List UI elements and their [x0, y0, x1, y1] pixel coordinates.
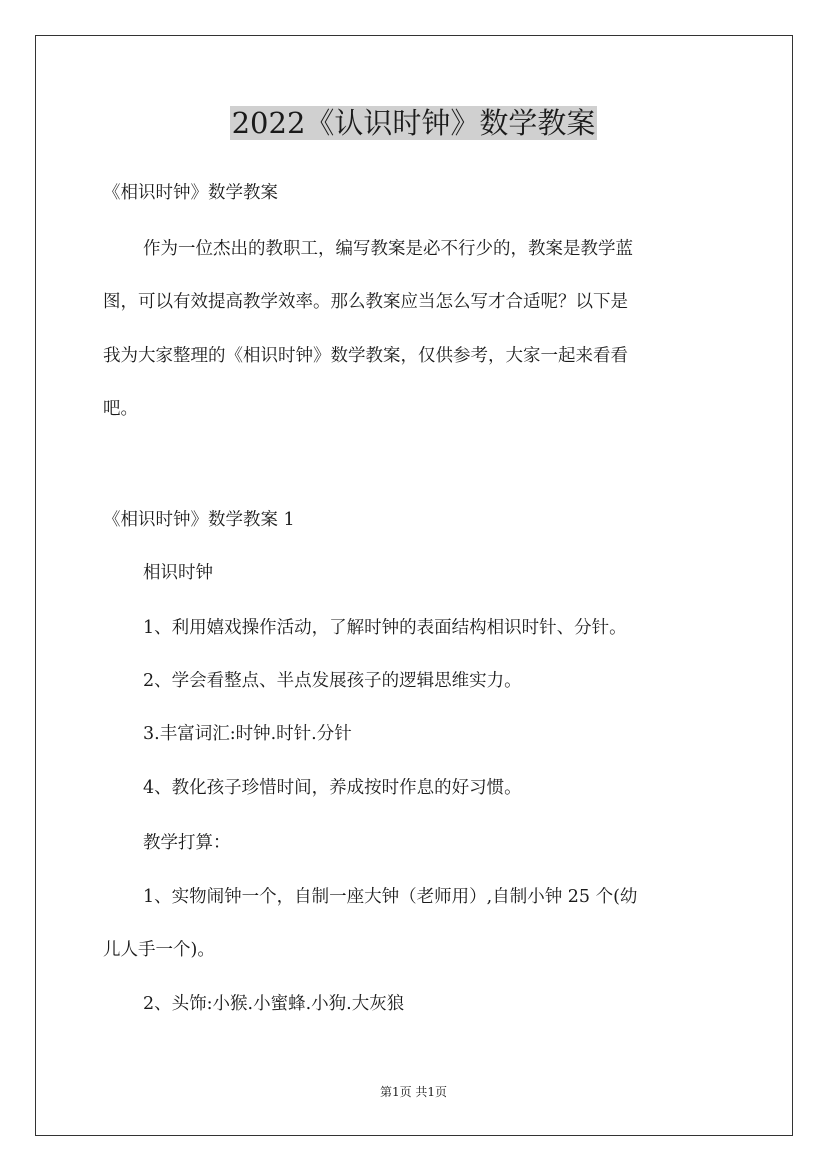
document-subtitle: 《相识时钟》数学教案	[103, 183, 278, 203]
prep-item: 1、实物闹钟一个，自制一座大钟（老师用）,自制小钟 25 个(幼	[143, 887, 638, 907]
goal-item: 1、利用嬉戏操作活动，了解时钟的表面结构相识时针、分针。	[143, 618, 627, 638]
section-heading: 《相识时钟》数学教案 1	[103, 510, 295, 530]
intro-line-4: 吧。	[103, 399, 138, 419]
document-title-text: 2022《认识时钟》数学教案	[231, 106, 596, 140]
prep-heading: 教学打算：	[143, 833, 231, 853]
intro-line-3: 我为大家整理的《相识时钟》数学教案，仅供参考，大家一起来看看	[103, 346, 628, 366]
goal-item: 2、学会看整点、半点发展孩子的逻辑思维实力。	[143, 671, 522, 691]
prep-item-continued: 儿人手一个)。	[103, 940, 215, 960]
section-topic: 相识时钟	[143, 563, 213, 583]
goal-item: 4、教化孩子珍惜时间，养成按时作息的好习惯。	[143, 778, 522, 798]
document-title	[0, 103, 827, 143]
intro-line-1: 作为一位杰出的教职工，编写教案是必不行少的，教案是教学蓝	[143, 239, 633, 259]
page-footer: 第1页 共1页	[379, 1085, 448, 1099]
intro-line-2: 图，可以有效提高教学效率。那么教案应当怎么写才合适呢？以下是	[103, 292, 628, 312]
goal-item: 3.丰富词汇:时钟.时针.分针	[143, 724, 352, 744]
prep-item: 2、头饰:小猴.小蜜蜂.小狗.大灰狼	[143, 994, 405, 1014]
